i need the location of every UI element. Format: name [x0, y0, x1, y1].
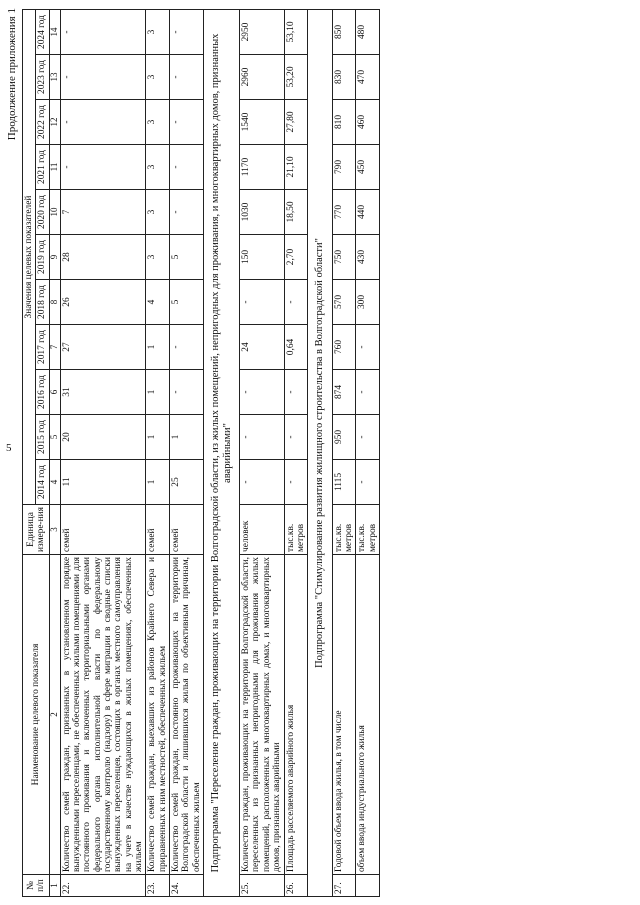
header-year: 2019 год: [36, 235, 49, 280]
indicator-value: -: [170, 370, 204, 415]
header-year: 2018 год: [36, 280, 49, 325]
indicator-value: 1115: [332, 460, 356, 505]
indicator-value: 21,10: [284, 145, 308, 190]
indicator-value: 830: [332, 55, 356, 100]
indicator-value: -: [284, 280, 308, 325]
indicator-name: объем ввода индустриального жилья: [356, 555, 380, 875]
indicator-value: 3: [146, 190, 170, 235]
row-number: 22.: [60, 875, 146, 897]
header-col-number: 8: [49, 280, 60, 325]
indicator-value: 28: [60, 235, 146, 280]
indicator-value: 4: [146, 280, 170, 325]
indicator-value: 1: [146, 325, 170, 370]
indicator-value: -: [356, 325, 380, 370]
indicator-value: 1: [146, 415, 170, 460]
indicator-value: 20: [60, 415, 146, 460]
indicator-value: 5: [170, 235, 204, 280]
indicator-value: -: [240, 280, 284, 325]
indicator-value: 5: [170, 280, 204, 325]
header-year: 2022 год: [36, 100, 49, 145]
row-number: [356, 875, 380, 897]
table-row: [332, 10, 356, 897]
indicator-value: 430: [356, 235, 380, 280]
header-col-number: 10: [49, 190, 60, 235]
indicator-value: 25: [170, 460, 204, 505]
header-year: 2020 год: [36, 190, 49, 235]
indicator-value: 27,80: [284, 100, 308, 145]
header-year: 2017 год: [36, 325, 49, 370]
header-col-number: 6: [49, 370, 60, 415]
header-col-number: 4: [49, 460, 60, 505]
indicator-value: 950: [332, 415, 356, 460]
indicator-name: Площадь расселяемого аварийного жилья: [284, 555, 308, 875]
indicator-value: -: [284, 415, 308, 460]
indicator-value: -: [284, 370, 308, 415]
indicator-value: 1: [170, 415, 204, 460]
header-year: 2014 год: [36, 460, 49, 505]
appendix-note: Продолжение приложения 1: [6, 8, 18, 141]
header-col-number: 2: [49, 555, 60, 875]
indicator-value: 1170: [240, 145, 284, 190]
indicator-value: -: [240, 370, 284, 415]
indicator-value: 2960: [240, 55, 284, 100]
indicator-value: 810: [332, 100, 356, 145]
indicator-value: 3: [146, 145, 170, 190]
indicator-value: -: [60, 10, 146, 55]
indicator-unit: семей: [170, 505, 204, 555]
indicator-value: 770: [332, 190, 356, 235]
indicator-value: 31: [60, 370, 146, 415]
indicator-value: -: [170, 100, 204, 145]
subprogram-title: Подпрограмма "Стимулирование развития жилищного строительства в Волгоградской области": [308, 10, 333, 897]
indicator-value: -: [356, 460, 380, 505]
indicator-value: 2,70: [284, 235, 308, 280]
indicator-unit: тыс.кв. метров: [332, 505, 356, 555]
indicator-value: 1: [146, 370, 170, 415]
table-row: [240, 10, 284, 897]
indicator-value: 1030: [240, 190, 284, 235]
indicator-value: 3: [146, 55, 170, 100]
table-row: [356, 10, 380, 897]
indicator-value: 300: [356, 280, 380, 325]
header-year: 2015 год: [36, 415, 49, 460]
row-number: 26.: [284, 875, 308, 897]
row-number: 27.: [332, 875, 356, 897]
indicator-value: 470: [356, 55, 380, 100]
indicator-value: 1: [146, 460, 170, 505]
indicator-value: -: [240, 415, 284, 460]
indicator-value: 570: [332, 280, 356, 325]
header-col-number: 11: [49, 145, 60, 190]
indicator-value: -: [170, 145, 204, 190]
row-number: 24.: [170, 875, 204, 897]
indicator-name: Количество семей граждан, постоянно проживающих на территории Волгоградской области и лишившихся жилья по объективным причинам, обеспеченных жильем: [170, 555, 204, 875]
indicator-unit: человек: [240, 505, 284, 555]
indicator-value: 26: [60, 280, 146, 325]
indicator-value: 0,64: [284, 325, 308, 370]
header-num: № п/п: [23, 875, 50, 897]
indicator-value: -: [170, 190, 204, 235]
page-number: 5: [6, 442, 12, 454]
indicator-name: Количество семей граждан, выехавших из районов Крайнего Севера и приравненных к ним местностей, обеспеченных жильем: [146, 555, 170, 875]
header-name: Наименование целевого показателя: [23, 555, 50, 875]
header-unit: Единица измере-ния: [23, 505, 50, 555]
indicator-value: -: [170, 10, 204, 55]
indicator-value: 11: [60, 460, 146, 505]
indicator-value: 3: [146, 235, 170, 280]
indicator-value: 1540: [240, 100, 284, 145]
header-col-number: 7: [49, 325, 60, 370]
indicator-name: Количество семей граждан, признанных в установленном порядке вынужденными переселенцами, не обеспеченных жилыми помещениями для постоянного проживания и включенных территориальными органами федерального органа исполнительной власти по федеральному государственному контролю (надзору) в сфере миграции в сводные списки вынужденных переселенцев, состоящих в органах местного самоуправления на учете в качестве нуждающихся в жилых помещениях, обеспеченных жильем: [60, 555, 146, 875]
indicator-value: 790: [332, 145, 356, 190]
header-year: 2021 год: [36, 145, 49, 190]
row-number: 25.: [240, 875, 284, 897]
header-col-number: 5: [49, 415, 60, 460]
indicator-value: -: [284, 460, 308, 505]
indicator-value: 53,10: [284, 10, 308, 55]
header-col-number: 12: [49, 100, 60, 145]
indicator-value: -: [356, 370, 380, 415]
header-col-number: 14: [49, 10, 60, 55]
indicator-value: 480: [356, 10, 380, 55]
indicator-value: 150: [240, 235, 284, 280]
subprogram-row: [204, 10, 240, 897]
indicator-value: 750: [332, 235, 356, 280]
indicators-table: [22, 9, 380, 897]
header-col-number: 3: [49, 505, 60, 555]
indicator-name: Годовой объем ввода жилья, в том числе: [332, 555, 356, 875]
indicator-value: 27: [60, 325, 146, 370]
indicator-name: Количество граждан, проживающих на территории Волгоградской области, переселенных из признанных непригодными для проживания жилых помещений, расположенных в многоквартирных домах, и многоквартирных домов, признанных аварийными: [240, 555, 284, 875]
indicator-value: -: [170, 325, 204, 370]
indicator-value: 3: [146, 10, 170, 55]
indicator-value: 450: [356, 145, 380, 190]
header-col-number: 1: [49, 875, 60, 897]
indicator-unit: тыс.кв. метров: [284, 505, 308, 555]
indicator-value: 440: [356, 190, 380, 235]
header-values: Значения целевых показателей: [23, 10, 36, 505]
indicator-value: 2950: [240, 10, 284, 55]
header-col-number: 13: [49, 55, 60, 100]
indicator-unit: тыс.кв. метров: [356, 505, 380, 555]
table-row: [170, 10, 204, 897]
table-row: [60, 10, 146, 897]
indicator-value: -: [240, 460, 284, 505]
subprogram-title: Подпрограмма "Переселение граждан, проживающих на территории Волгоградской области, из жилых помещений, непригодных для проживания, и многоквартирных домов, признанных аварийными": [204, 10, 240, 897]
row-number: 23.: [146, 875, 170, 897]
indicator-value: 24: [240, 325, 284, 370]
indicator-value: 3: [146, 100, 170, 145]
indicator-unit: семей: [146, 505, 170, 555]
indicator-value: 874: [332, 370, 356, 415]
indicator-value: 18,50: [284, 190, 308, 235]
header-col-number: 9: [49, 235, 60, 280]
indicator-value: -: [170, 55, 204, 100]
table-row: [284, 10, 308, 897]
header-year: 2023 год: [36, 55, 49, 100]
indicator-unit: семей: [60, 505, 146, 555]
header-year: 2016 год: [36, 370, 49, 415]
indicator-value: 760: [332, 325, 356, 370]
table-row: [146, 10, 170, 897]
header-year: 2024 год: [36, 10, 49, 55]
indicator-value: -: [60, 55, 146, 100]
indicator-value: 53,20: [284, 55, 308, 100]
indicator-value: 850: [332, 10, 356, 55]
indicator-value: 7: [60, 190, 146, 235]
indicator-value: -: [60, 100, 146, 145]
subprogram-row: [308, 10, 333, 897]
indicator-value: 460: [356, 100, 380, 145]
indicator-value: -: [60, 145, 146, 190]
indicator-value: -: [356, 415, 380, 460]
